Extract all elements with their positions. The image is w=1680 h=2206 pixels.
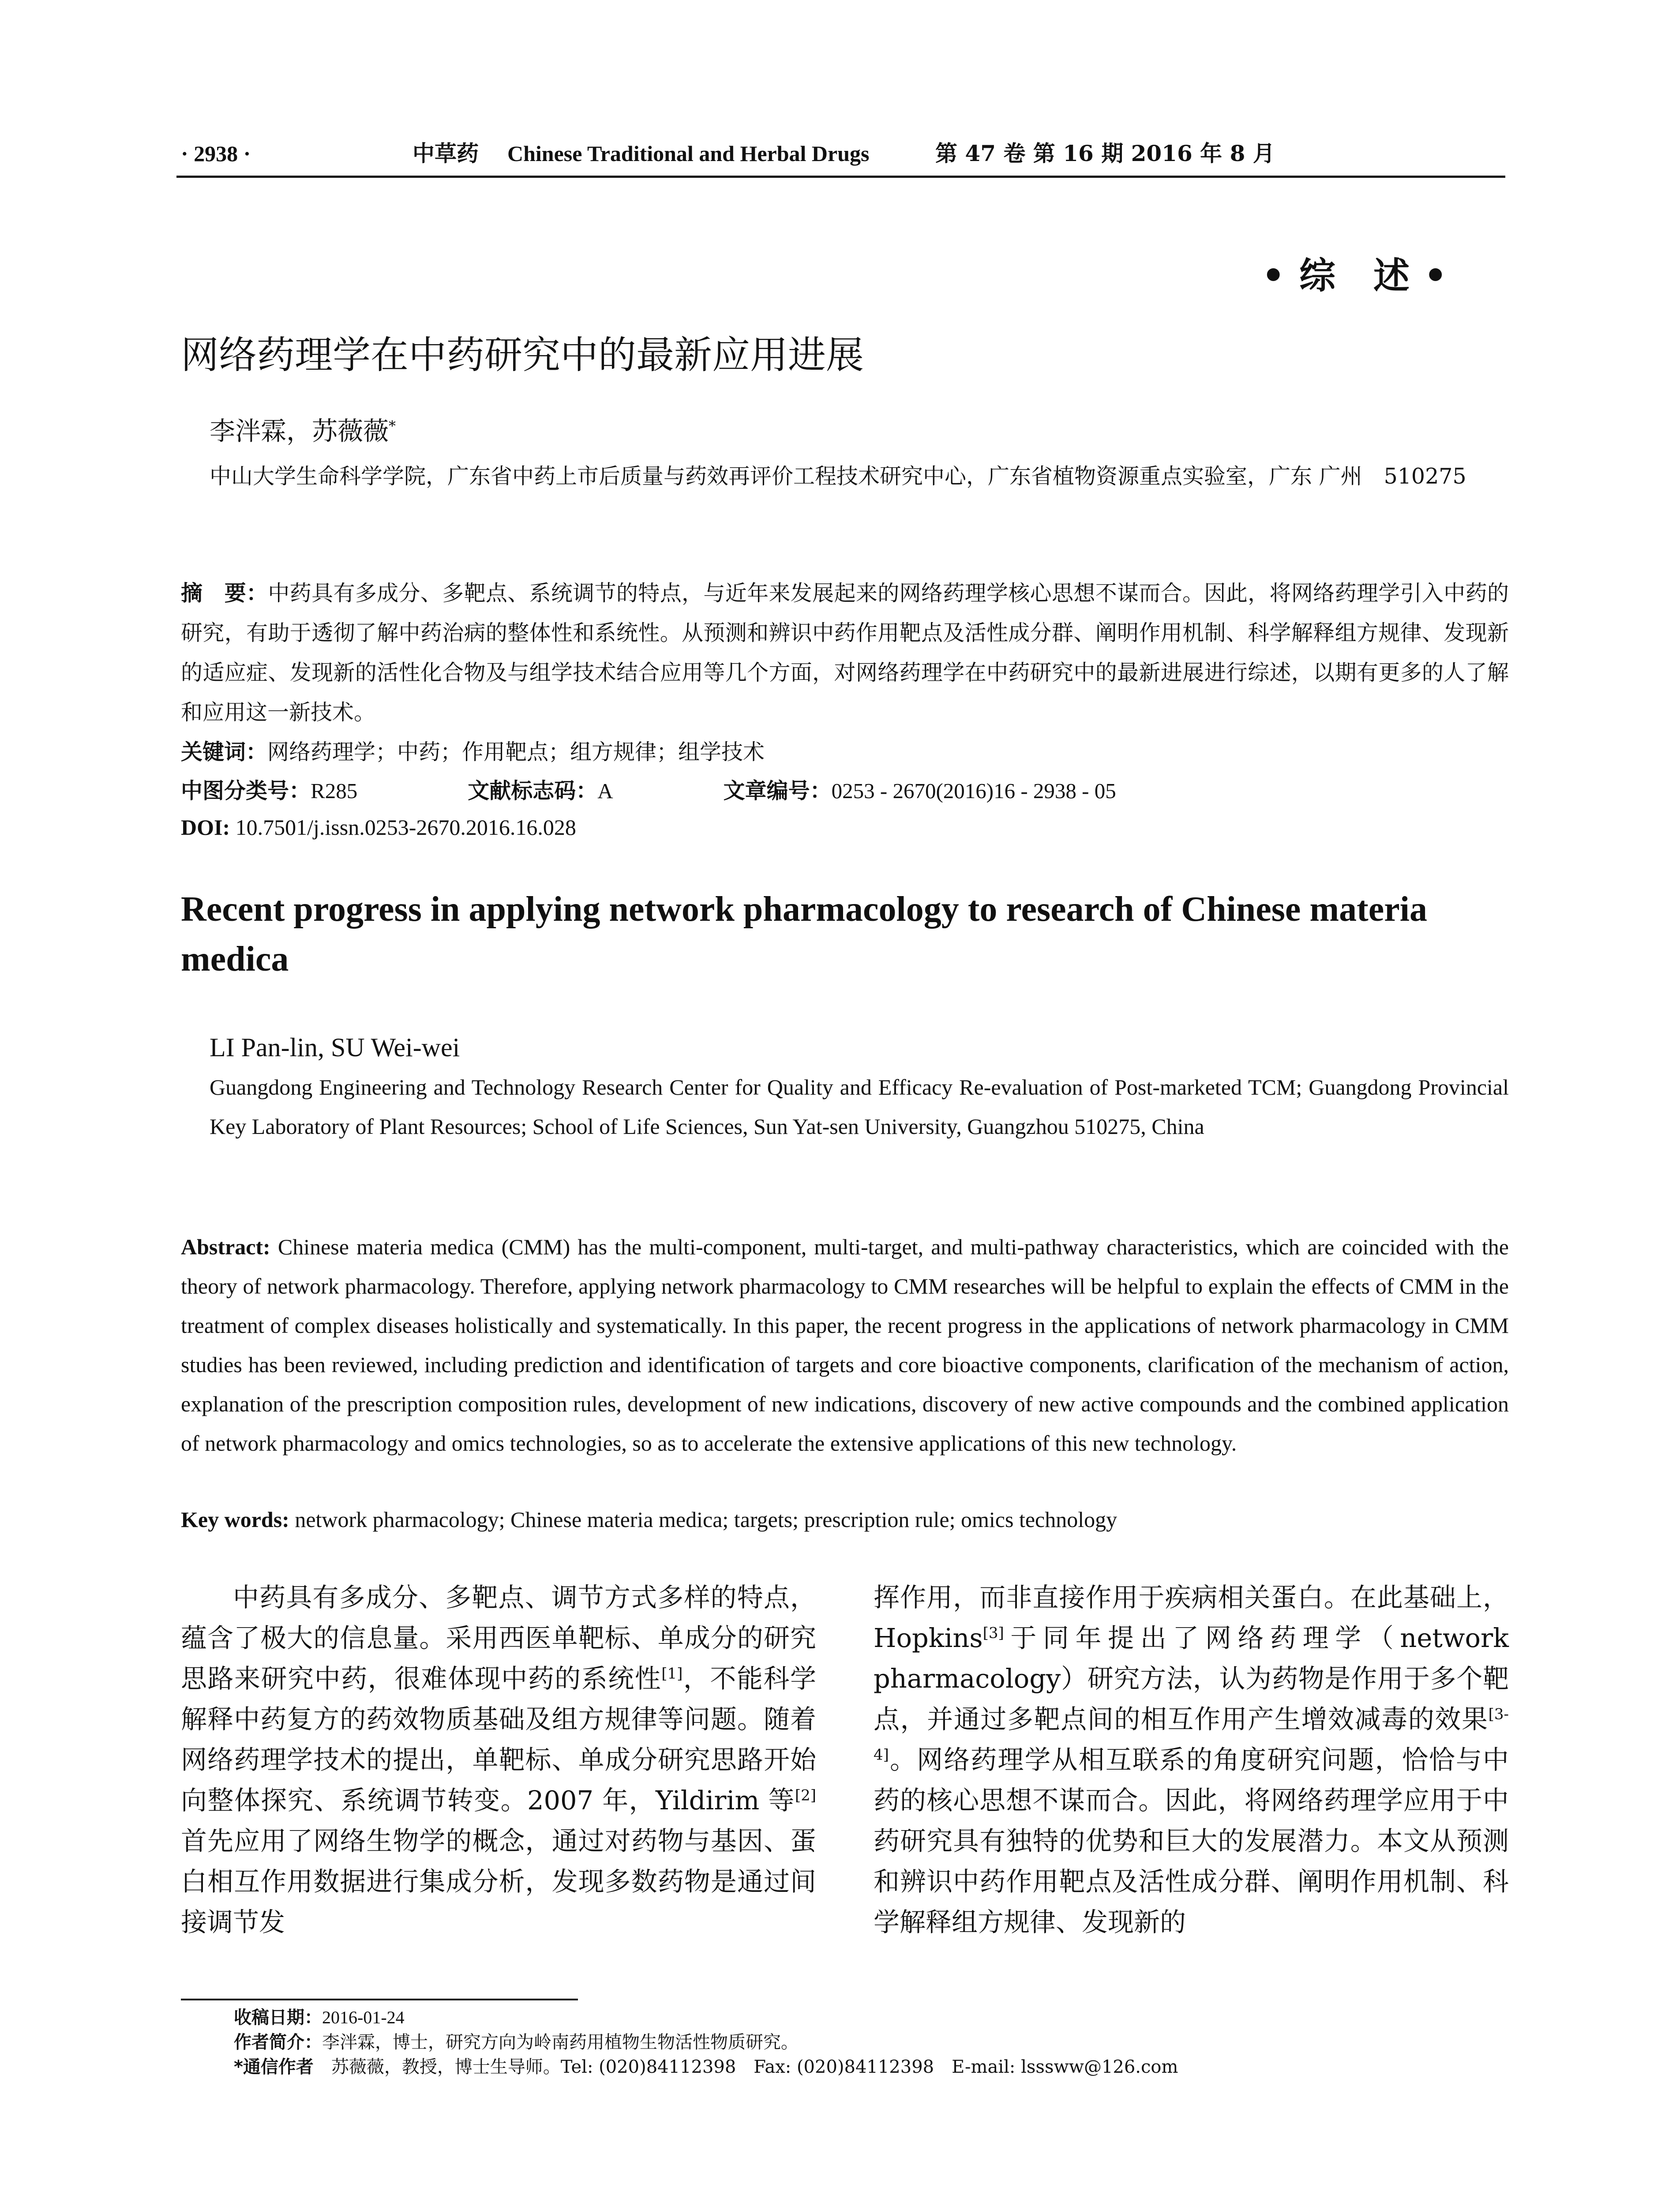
keywords-en-label: Key words: (181, 1507, 289, 1532)
keywords-cn-text: 网络药理学；中药；作用靶点；组方规律；组学技术 (267, 739, 765, 765)
footnote-author-bio (234, 2030, 799, 2055)
journal-name-cn: 中草药 (412, 140, 479, 166)
citation-ref[interactable]: [3-4] (874, 1705, 1509, 1764)
page-number: · 2938 · (181, 141, 251, 166)
abstract-cn-text: 中药具有多成分、多靶点、系统调节的特点，与近年来发展起来的网络药理学核心思想不谋而合。因此，将网络药理学引入中药的研究，有助于透彻了解中药治病的整体性和系统性。从预测和辨识中药作用靶点及活性成分群、阐明作用机制、科学解释组方规律、发现新的适应症、发现新的活性化合物及与组学技术结合应用等几个方面，对网络药理学在中药研究中的最新进展进行综述，以期有更多的人了解和应用这一新技术。 (181, 581, 1509, 725)
body-left-text-1: 中药具有多成分、多靶点、调节方式多样的特点，蕴含了极大的信息量。采用西医单靶标、单成分的研究思路来研究中药，很难体现中药的系统性 (181, 1582, 816, 1694)
keywords-en-text: network pharmacology; Chinese materia medica; targets; prescription rule; omics technology (295, 1507, 1118, 1532)
abstract-cn-label: 摘 要： (181, 581, 268, 606)
affiliation-en: Guangdong Engineering and Technology Research Center for Quality and Efficacy Re-evaluation of Post-marketed TCM; Guangdong Provincial Key Laboratory of Plant Resources; School of Life Sciences, Sun Yat-sen University, Guangzhou 510275, China (210, 1075, 1509, 1139)
abstract-cn (181, 574, 1509, 732)
keywords-cn-label: 关键词： (181, 739, 268, 765)
bio-label: 作者简介： (234, 2032, 322, 2052)
keywords-en (181, 1500, 1117, 1539)
bio-text: 李泮霖，博士，研究方向为岭南药用植物生物活性物质研究。 (322, 2032, 799, 2052)
footnote-corresponding (234, 2055, 1178, 2079)
corr-label: *通信作者 (234, 2057, 314, 2077)
citation-ref[interactable]: [2] (795, 1786, 816, 1805)
body-right-text-1: 挥作用，而非直接作用于疾病相关蛋白。在此基础上，Hopkins (874, 1582, 1509, 1653)
citation-ref[interactable]: [3] (982, 1624, 1004, 1642)
header-rule (176, 176, 1505, 178)
article-no-label: 文章编号： (723, 778, 832, 803)
abstract-en-text: Chinese materia medica (CMM) has the multi-component, multi-target, and multi-pathway characteristics, which are coincided with the theory of network pharmacology. Therefore, applying network pharmacology to CMM researches will be helpful to explain the effects of CMM in the treatment of complex diseases holistically and systematically. In this paper, the recent progress in the applications of network pharmacology in CMM studies has been reviewed, including prediction and identification of targets and core bioactive components, clarification of the mechanism of action, explanation of the prescription composition rules, development of new indications, discovery of new active compounds and the combined application of network pharmacology and omics technologies, so as to accelerate the extensive applications of this new technology. (181, 1234, 1509, 1456)
corresponding-mark: * (389, 417, 396, 435)
clc-label: 中图分类号： (181, 778, 311, 803)
abstract-en-label: Abstract: (181, 1234, 270, 1259)
doc-code-value: A (597, 779, 613, 803)
section-label: • 综 述 • (1262, 255, 1448, 297)
footnote-received (234, 2005, 405, 2030)
title-en: Recent progress in applying network pharmacology to research of Chinese materia medica (181, 890, 1427, 979)
received-date: 2016-01-24 (322, 2007, 405, 2027)
corr-text: 苏薇薇，教授，博士生导师。Tel: (020)84112398 Fax: (020)84112398 E-mail: lsssww@126.com (331, 2057, 1178, 2077)
footnote-rule (181, 1999, 578, 2000)
affiliation-cn: 中山大学生命科学学院，广东省中药上市后质量与药效再评价工程技术研究中心，广东省植物资源重点实验室，广东 广州 510275 (210, 464, 1466, 489)
clc-value: R285 (311, 779, 358, 803)
doi-label: DOI: (181, 815, 230, 840)
abstract-en (181, 1227, 1509, 1463)
doi-value[interactable]: 10.7501/j.issn.0253-2670.2016.16.028 (235, 815, 576, 840)
body-right-text-3: 。网络药理学从相互联系的角度研究问题，恰恰与中药的核心思想不谋而合。因此，将网络药理学应用于中药研究具有独特的优势和巨大的发展潜力。本文从预测和辨识中药作用靶点及活性成分群、阐明作用机制、科学解释组方规律、发现新的 (874, 1745, 1509, 1937)
citation-ref[interactable]: [1] (661, 1665, 683, 1683)
article-no-value: 0253 - 2670(2016)16 - 2938 - 05 (831, 779, 1116, 803)
journal-issue: 第 47 卷 第 16 期 2016 年 8 月 (935, 140, 1275, 166)
doc-code-label: 文献标志码： (468, 778, 598, 803)
authors-cn-names: 李泮霖，苏薇薇 (210, 416, 389, 446)
doi-line (181, 812, 576, 843)
title-cn: 网络药理学在中药研究中的最新应用进展 (181, 333, 864, 377)
classification-line (181, 771, 1116, 811)
body-left-text-3: 首先应用了网络生物学的概念，通过对药物与基因、蛋白相互作用数据进行集成分析，发现多数药物是通过间接调节发 (181, 1826, 816, 1937)
body-left-text-2: ，不能科学解释中药复方的药效物质基础及组方规律等问题。随着网络药理学技术的提出，单靶标、单成分研究思路开始向整体探究、系统调节转变。2007 年，Yildirim 等 (181, 1663, 816, 1816)
authors-cn (210, 410, 396, 447)
body-column-left (181, 1577, 816, 1943)
authors-en: LI Pan-lin, SU Wei-wei (210, 1033, 460, 1062)
keywords-cn (181, 732, 765, 772)
body-column-right (874, 1577, 1509, 1943)
received-label: 收稿日期： (234, 2007, 322, 2028)
body-right-text-2: 于同年提出了网络药理学（network pharmacology）研究方法，认为药物是作用于多个靶点，并通过多靶点间的相互作用产生增效减毒的效果 (874, 1623, 1509, 1734)
journal-name-en: Chinese Traditional and Herbal Drugs (507, 141, 870, 166)
